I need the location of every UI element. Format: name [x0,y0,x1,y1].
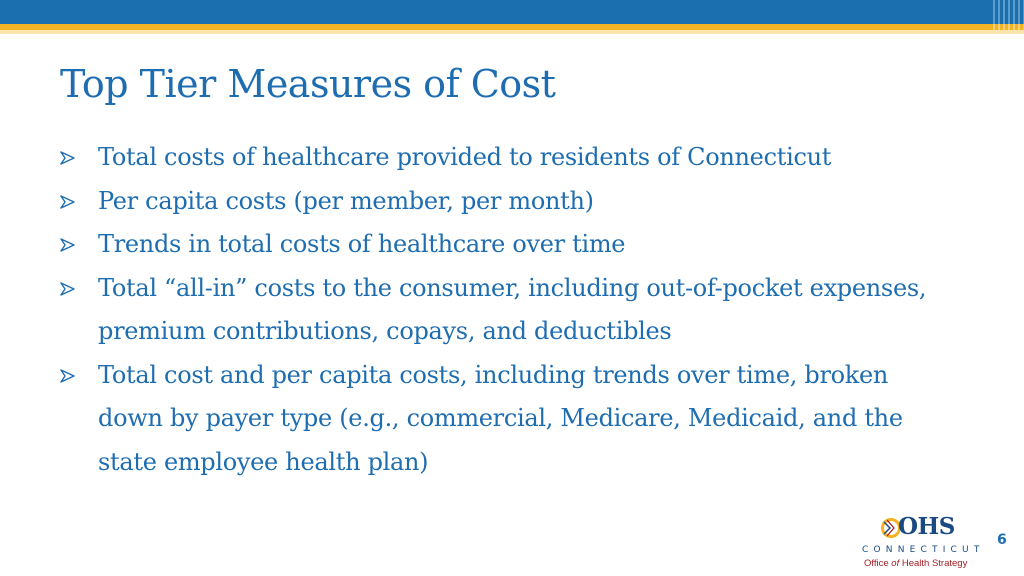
bullet-text: Total cost and per capita costs, including trends over time, broken down by payer type (e.g., commercial, Medicare, Medicaid, and the state employee health plan) [98,360,903,476]
bullet-item [60,136,960,180]
arrowhead-bullet-icon [60,282,76,296]
logo-abbrev: OHS [898,513,955,540]
bullet-text: Total costs of healthcare provided to residents of Connecticut [98,143,832,171]
logo-office-suffix: Health Strategy [899,558,968,569]
header-stripes [990,0,1024,24]
ohs-logo-mark-icon [880,517,900,539]
bullet-text: Total “all-in” costs to the consumer, including out-of-pocket expenses, premium contributions, copays, and deductibles [98,273,927,345]
page-number: 6 [997,532,1007,548]
arrowhead-bullet-icon [60,369,76,383]
arrowhead-bullet-icon [60,238,76,252]
bullet-item [60,223,960,267]
bullet-text: Per capita costs (per member, per month) [98,186,594,215]
bullet-item [60,354,960,485]
logo-state: CONNECTICUT [862,545,985,555]
ohs-logo [858,513,985,572]
arrowhead-bullet-icon [60,151,76,165]
bullet-text: Trends in total costs of healthcare over time [98,230,626,258]
header-pale-band [0,30,1024,34]
bullet-item [60,267,960,354]
arrowhead-bullet-icon [60,195,76,209]
bullet-item [60,180,960,224]
header-blue-band [0,0,1024,24]
bullet-list [60,136,960,484]
logo-office-name [864,558,967,569]
logo-office-of: of [891,558,900,569]
slide-title: Top Tier Measures of Cost [60,62,556,106]
logo-office-prefix: Office [864,558,892,569]
